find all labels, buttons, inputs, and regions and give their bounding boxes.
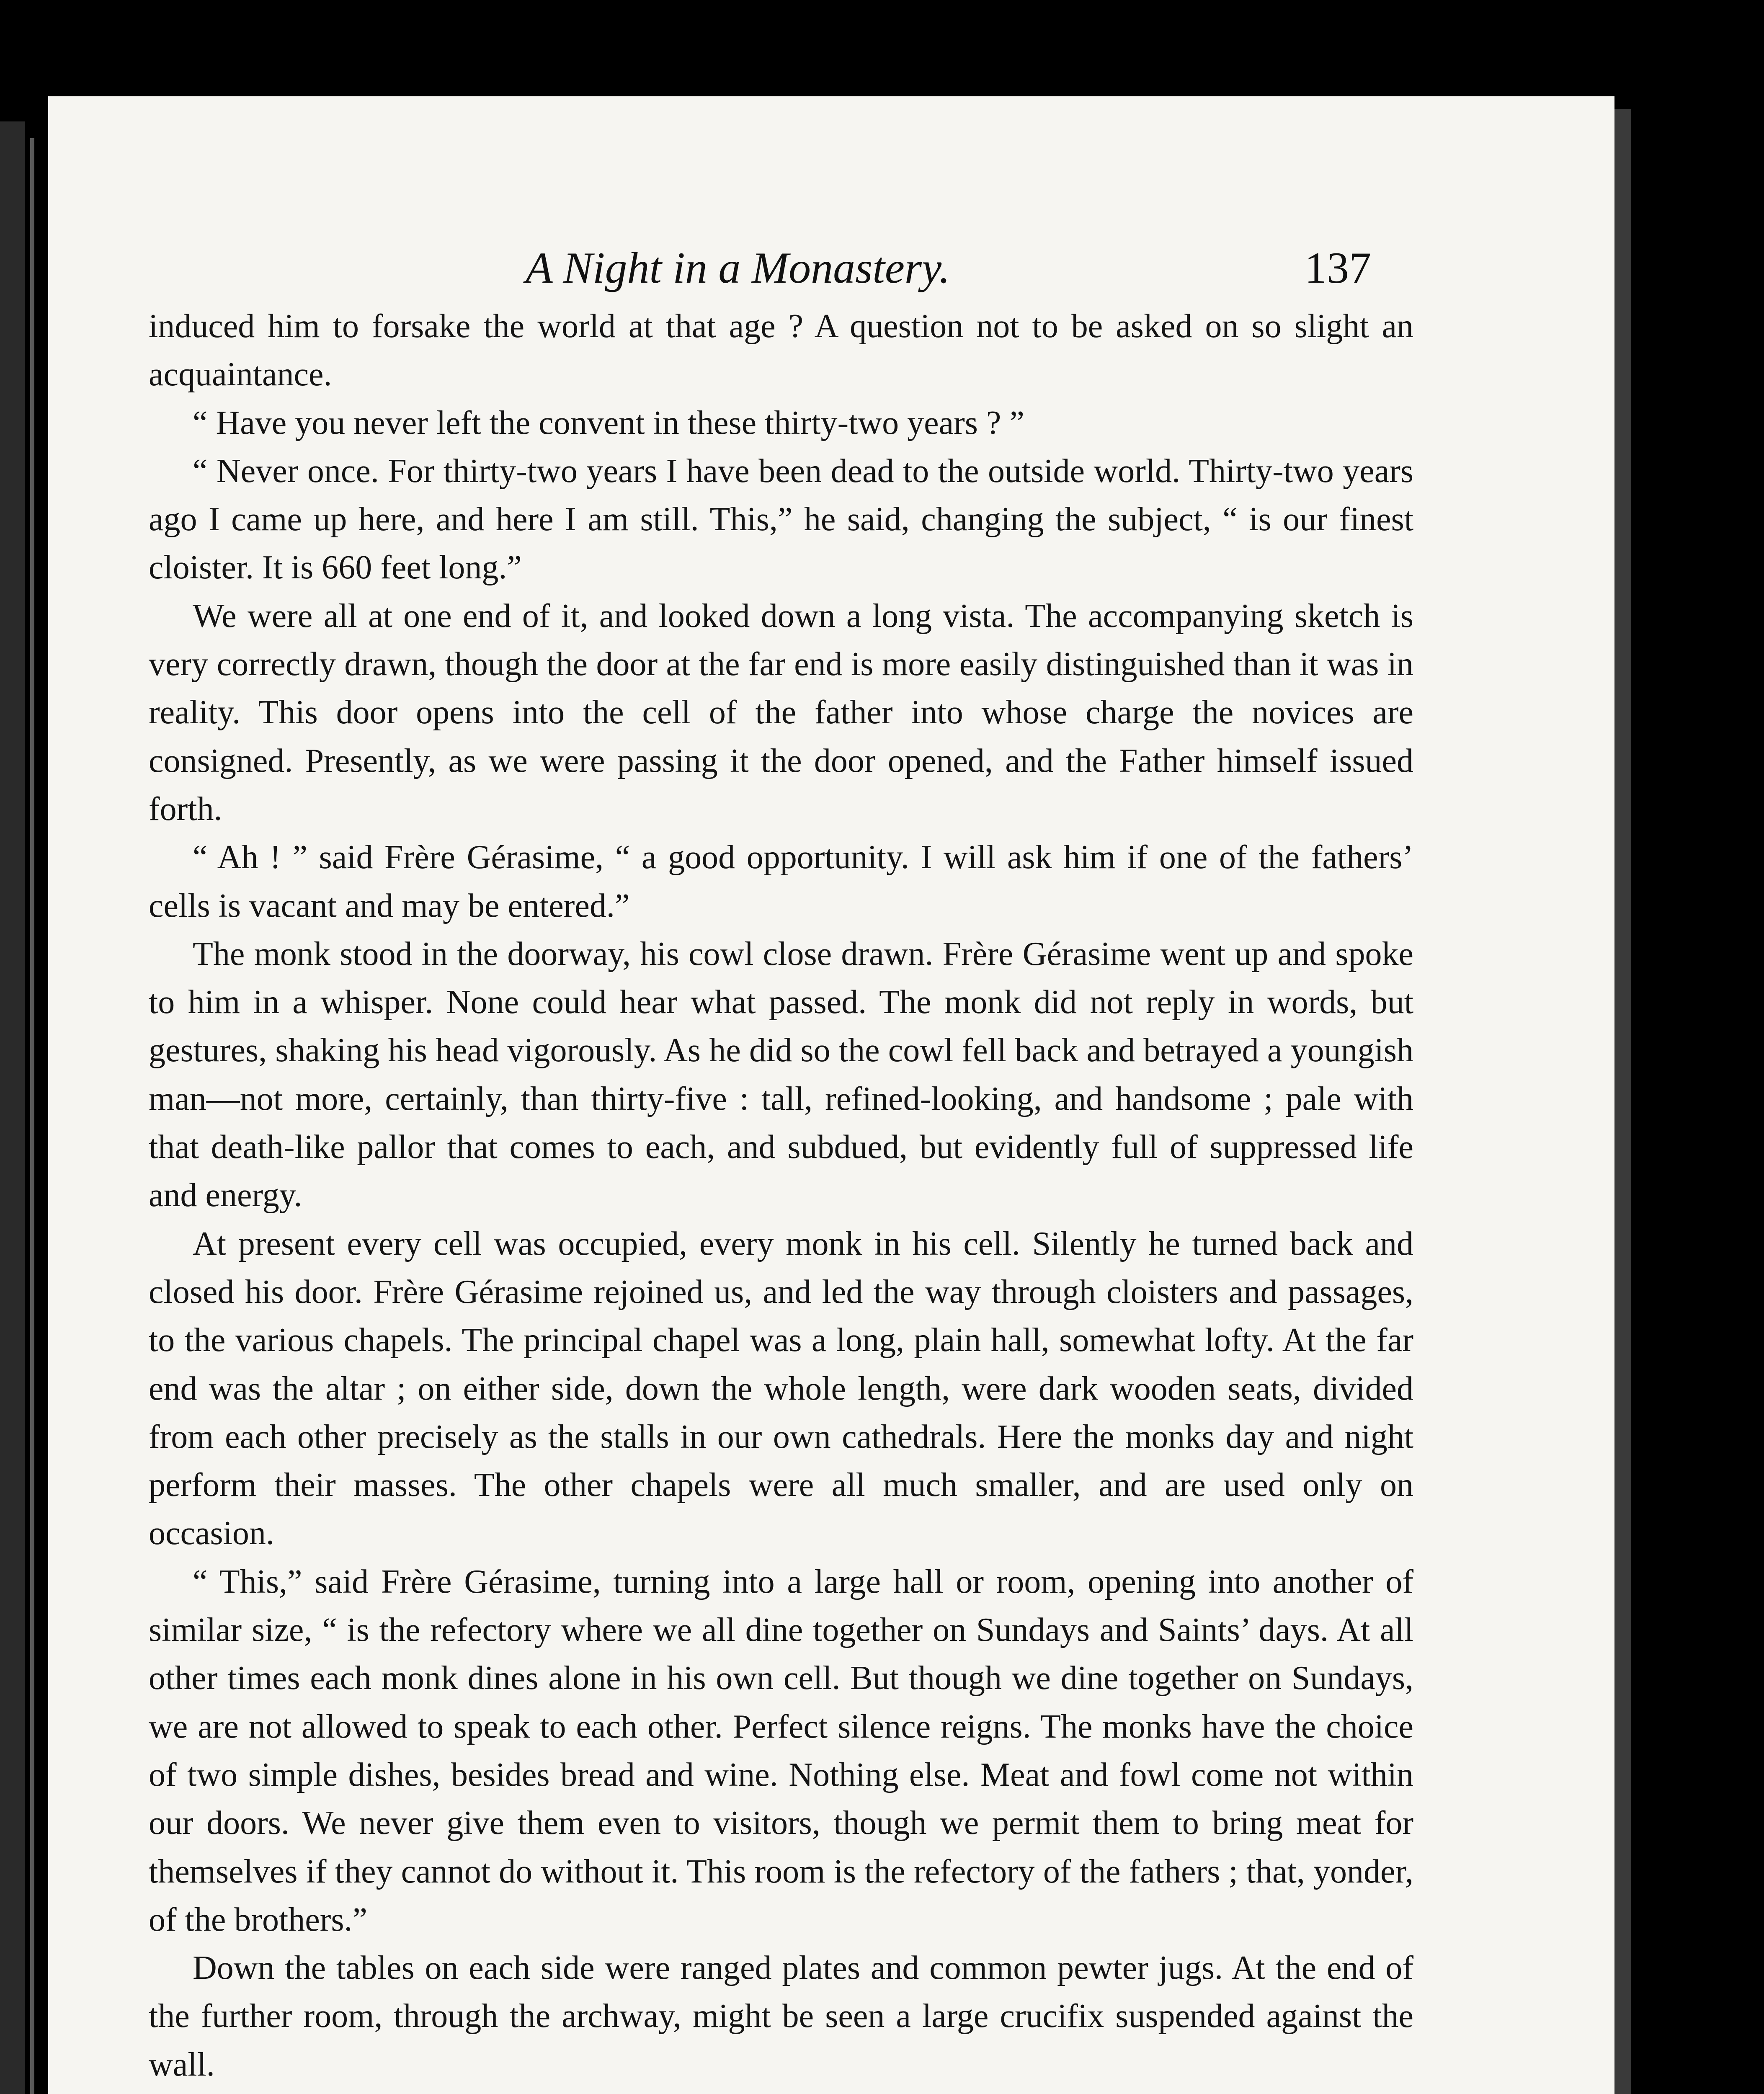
paragraph-3: “ Never once. For thirty-two years I have been dead to the outside world. Thirty-two years ago I came up here, and here I am still. This,” he said, changing the subject, “ is our finest cloister. It is 660 feet long.” — [149, 452, 1413, 586]
running-title: A Night in a Monastery. — [526, 243, 950, 292]
paragraph-2: “ Have you never left the convent in these thirty-two years ? ” — [193, 404, 1024, 441]
paragraph-10 — [149, 2089, 1413, 2094]
body-text — [149, 302, 1413, 2094]
paragraph-5: “ Ah ! ” said Frère Gérasime, “ a good opportunity. I will ask him if one of the fathers’ cells is vacant and may be entered.” — [149, 839, 1413, 924]
page-right-shadow — [1614, 109, 1631, 2094]
page-number: 137 — [1305, 243, 1371, 292]
paragraph-4: We were all at one end of it, and looked down a long vista. The accompanying sketch is very correctly drawn, though the door at the far end is more easily distinguished than it was in reality. This door opens into the cell of the father into whose charge the novices are consigned. Presently, as we were passing it the door opened, and the Father himself issued forth. — [149, 597, 1413, 828]
paragraph-1: induced him to forsake the world at that age ? A question not to be asked on so slight an acquaintance. — [149, 308, 1413, 393]
paragraph-8: “ This,” said Frère Gérasime, turning into a large hall or room, opening into another of similar size, “ is the refectory where we all dine together on Sundays and Saints’ days. At all other times each monk dines alone in his own cell. But though we dine together on Sundays, we are not allowed to speak to each other. Perfect silence reigns. The monks have the choice of two simple dishes, besides bread and wine. Nothing else. Meat and fowl come not within our doors. We never give them even to visitors, though we permit them to bring meat for themselves if they cannot do without it. This room is the refectory of the fathers ; that, yonder, of the brothers.” — [149, 1563, 1413, 1938]
paragraph-6: The monk stood in the doorway, his cowl close drawn. Frère Gérasime went up and spoke to him in a whisper. None could hear what passed. The monk did not reply in words, but gestures, shaking his head vigorously. As he did so the cowl fell back and betrayed a youngish man—not more, certainly, than thirty-five : tall, refined-looking, and handsome ; pale with that death-like pallor that comes to each, and subdued, but evidently full of suppressed life and energy. — [149, 935, 1413, 1214]
paragraph-7: At present every cell was occupied, every monk in his cell. Silently he turned back and closed his door. Frère Gérasime rejoined us, and led the way through cloisters and passages, to the various chapels. The principal chapel was a long, plain hall, somewhat lofty. At the far end was the altar ; on either side, down the whole length, were dark wooden seats, divided from each other precisely as the stalls in our own cathedrals. Here the monks day and night perform their masses. The other chapels were all much smaller, and are used only on occasion. — [149, 1225, 1413, 1552]
paragraph-9: Down the tables on each side were ranged plates and common pewter jugs. At the end of the further room, through the archway, might be seen a large crucifix suspended against the wall. — [149, 1950, 1413, 2083]
adjacent-page-edge — [0, 121, 25, 2094]
running-head — [48, 235, 1614, 302]
book-page — [48, 96, 1614, 2094]
binding-shadow — [30, 138, 34, 2094]
